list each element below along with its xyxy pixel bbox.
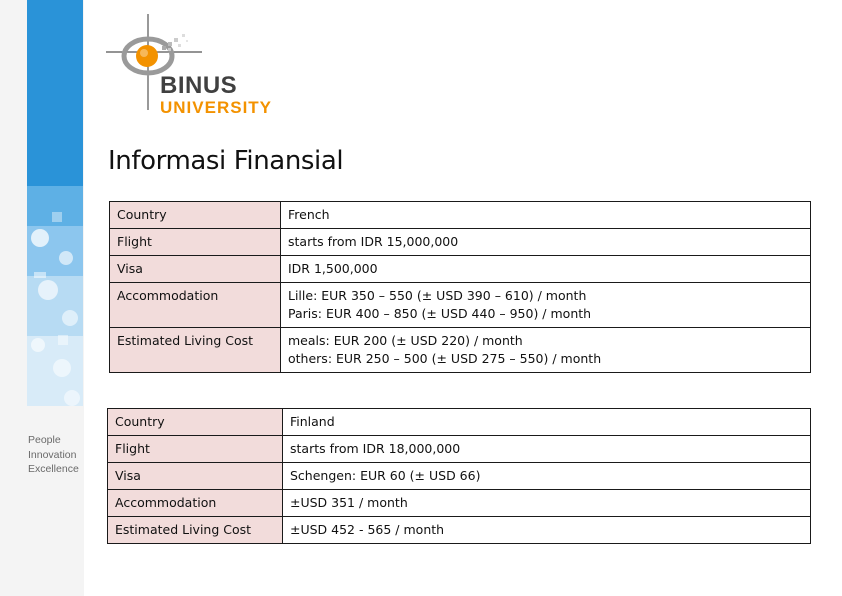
table-row	[110, 202, 811, 229]
row-label-country: Country	[108, 409, 283, 436]
table-row	[110, 328, 811, 373]
row-value-country	[283, 409, 811, 436]
row-label-accommodation: Accommodation	[110, 283, 281, 328]
logo-wordmark-university: UNIVERSITY	[160, 98, 273, 117]
row-value-visa	[283, 463, 811, 490]
row-value-accommodation	[283, 490, 811, 517]
logo-wordmark-binus: BINUS	[160, 72, 238, 99]
page-title: Informasi Finansial	[108, 146, 344, 176]
table-row	[108, 490, 811, 517]
row-label-flight: Flight	[110, 229, 281, 256]
table-row	[108, 409, 811, 436]
value-line: French	[288, 207, 330, 222]
row-label-country: Country	[110, 202, 281, 229]
table-row	[108, 436, 811, 463]
row-label-living-cost: Estimated Living Cost	[110, 328, 281, 373]
value-line: IDR 1,500,000	[288, 261, 378, 276]
financial-table-france	[109, 201, 811, 373]
row-label-accommodation: Accommodation	[108, 490, 283, 517]
row-value-accommodation	[281, 283, 811, 328]
table-row	[108, 463, 811, 490]
row-value-living-cost	[283, 517, 811, 544]
row-label-visa: Visa	[110, 256, 281, 283]
row-label-visa: Visa	[108, 463, 283, 490]
value-line: starts from IDR 15,000,000	[288, 234, 459, 249]
row-value-flight	[281, 229, 811, 256]
sidebar-pattern	[0, 0, 84, 596]
table-row	[110, 256, 811, 283]
table-row	[110, 229, 811, 256]
value-line: starts from IDR 18,000,000	[290, 441, 461, 456]
value-line: meals: EUR 200 (± USD 220) / month	[288, 333, 523, 348]
row-label-flight: Flight	[108, 436, 283, 463]
row-value-visa	[281, 256, 811, 283]
row-value-flight	[283, 436, 811, 463]
tagline-innovation: Innovation	[28, 448, 77, 461]
value-line: others: EUR 250 – 500 (± USD 275 – 550) / month	[288, 351, 602, 366]
table-row	[108, 517, 811, 544]
table-row	[110, 283, 811, 328]
value-line: ±USD 452 - 565 / month	[290, 522, 445, 537]
tagline-excellence: Excellence	[28, 463, 79, 475]
tagline	[28, 433, 79, 477]
row-label-living-cost: Estimated Living Cost	[108, 517, 283, 544]
row-value-living-cost	[281, 328, 811, 373]
financial-table-finland	[107, 408, 811, 544]
value-line: Finland	[290, 414, 335, 429]
value-line: Lille: EUR 350 – 550 (± USD 390 – 610) / month	[288, 288, 587, 303]
value-line: ±USD 351 / month	[290, 495, 408, 510]
tagline-people: People	[28, 434, 61, 446]
decorative-sidebar	[0, 0, 84, 596]
value-line: Paris: EUR 400 – 850 (± USD 440 – 950) / month	[288, 306, 592, 321]
row-value-country	[281, 202, 811, 229]
value-line: Schengen: EUR 60 (± USD 66)	[290, 468, 481, 483]
